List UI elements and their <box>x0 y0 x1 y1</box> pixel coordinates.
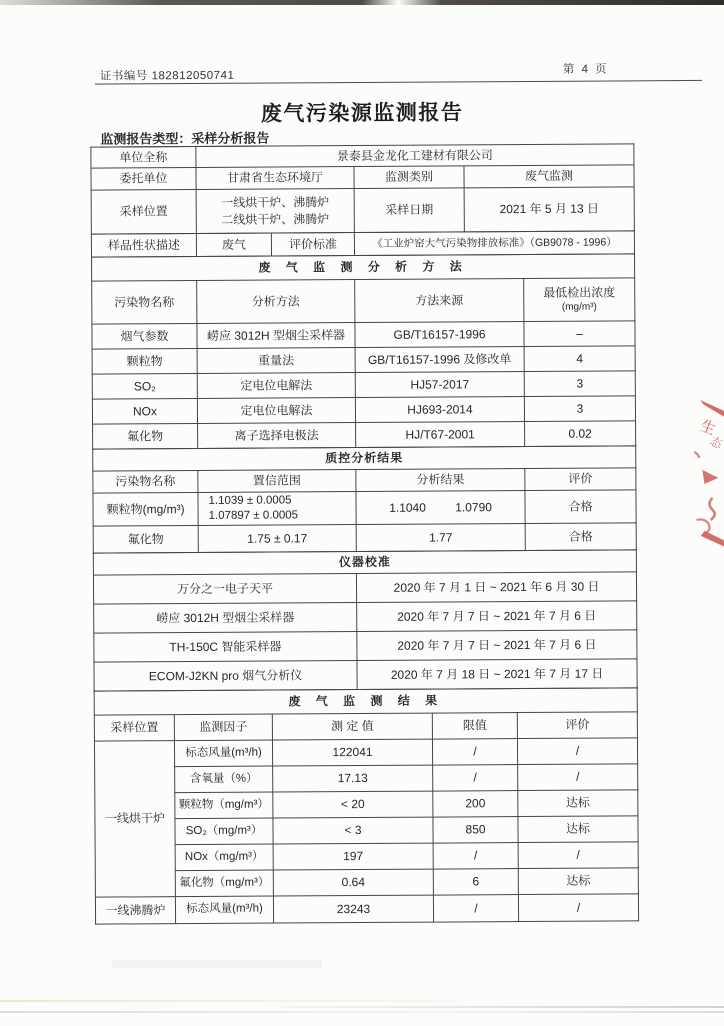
standard-label: 评价标准 <box>271 233 354 257</box>
results-value: < 3 <box>273 817 433 844</box>
qc-header-pollutant: 污染物名称 <box>93 470 198 493</box>
page-number: 第 4 页 <box>562 63 609 76</box>
results-value: < 20 <box>273 791 433 818</box>
methods-header-detection-limit <box>524 278 635 322</box>
qc-result-a: 1.1040 <box>389 500 426 515</box>
methods-cell: 3 <box>524 371 635 397</box>
category-value: 废气监测 <box>464 165 634 188</box>
methods-cell: 崂应 3012H 型烟尘采样器 <box>197 323 355 349</box>
qc-analysis-result <box>356 490 525 524</box>
results-eval: 达标 <box>518 868 638 895</box>
results-limit: 850 <box>433 817 518 844</box>
detection-limit-unit: (mg/m³) <box>561 301 597 314</box>
results-eval: 达标 <box>518 816 638 843</box>
results-value: 122041 <box>272 739 432 766</box>
methods-cell: 颗粒物 <box>92 349 197 375</box>
results-header-factor: 监测因子 <box>174 714 272 741</box>
calibration-instrument: TH-150C 智能采样器 <box>94 632 357 663</box>
methods-cell: 氟化物 <box>93 423 198 449</box>
methods-cell: 0.02 <box>525 421 636 447</box>
stamp-char-2: 态 <box>707 433 724 452</box>
results-factor: NOx（mg/m³） <box>175 844 273 871</box>
methods-header-method: 分析方法 <box>197 280 355 324</box>
methods-cell: GB/T16157-1996 <box>355 322 524 348</box>
results-limit: / <box>433 765 518 792</box>
results-eval: / <box>517 738 637 765</box>
qc-pollutant: 氟化物 <box>93 525 198 553</box>
methods-cell: 重量法 <box>197 348 355 374</box>
report-title: 废气污染源监测报告 <box>260 101 464 126</box>
calibration-instrument: ECOM-J2KN pro 烟气分析仪 <box>94 661 357 692</box>
detection-limit-title: 最低检出浓度 <box>543 285 616 301</box>
qc-evaluation: 合格 <box>525 490 636 524</box>
calibration-period: 2020 年 7 月 7 日 ~ 2021 年 7 月 6 日 <box>357 630 637 661</box>
methods-cell: 4 <box>524 346 635 372</box>
results-location-group2: 一线沸腾炉 <box>95 897 175 924</box>
sample-desc-label: 样品性状描述 <box>91 234 196 258</box>
methods-cell: GB/T16157-1996 及修改单 <box>355 347 524 373</box>
sample-desc-value: 废气 <box>196 233 271 256</box>
sampling-location-value <box>196 189 354 234</box>
unit-name-value: 景泰县金龙化工建材有限公司 <box>196 144 634 168</box>
qc-confidence-range: 1.75 ± 0.17 <box>198 525 356 553</box>
sampling-location-label: 采样位置 <box>91 190 196 235</box>
qc-range-line1: 1.1039 ± 0.0005 <box>208 494 292 507</box>
methods-header-source: 方法来源 <box>355 279 524 323</box>
location-line-1: 一线烘干炉、沸腾炉 <box>221 195 330 211</box>
results-factor: 含氧量（%） <box>175 766 273 793</box>
analysis-methods-table <box>91 253 636 449</box>
methods-cell: 烟气参数 <box>92 324 197 350</box>
methods-cell: – <box>524 321 635 347</box>
results-factor: 颗粒物（mg/m³） <box>175 792 273 819</box>
calibration-period: 2020 年 7 月 1 日 ~ 2021 年 6 月 30 日 <box>356 572 636 603</box>
methods-cell: HJ693-2014 <box>355 397 524 423</box>
results-eval: / <box>518 764 638 791</box>
results-limit: 200 <box>433 791 518 818</box>
results-value: 23243 <box>273 895 433 923</box>
qc-header-eval: 评价 <box>525 468 636 491</box>
sampling-date-value: 2021 年 5 月 13 日 <box>464 187 634 232</box>
qc-result-b: 1.0790 <box>455 500 492 515</box>
calibration-table <box>93 549 638 691</box>
monitoring-results-table <box>94 687 639 924</box>
results-limit: / <box>433 895 518 923</box>
methods-cell: HJ57-2017 <box>355 372 524 398</box>
results-factor: 标态风量(m³/h) <box>175 896 273 924</box>
qc-pollutant: 颗粒物(mg/m³) <box>93 492 198 526</box>
results-limit: 6 <box>433 869 518 896</box>
calibration-section-title: 仪器校准 <box>93 550 636 575</box>
calibration-instrument: 崂应 3012H 型烟尘采样器 <box>94 603 357 634</box>
results-value: 17.13 <box>273 765 433 792</box>
methods-cell: SO₂ <box>92 373 197 399</box>
qc-header-range: 置信范围 <box>198 470 356 493</box>
results-factor: SO₂（mg/m³） <box>175 818 273 845</box>
results-limit: / <box>432 739 517 766</box>
qc-evaluation: 合格 <box>525 523 636 551</box>
results-eval: / <box>518 894 638 922</box>
methods-cell: 离子选择电极法 <box>198 423 356 449</box>
results-value: 0.64 <box>273 869 433 896</box>
methods-cell: HJ/T67-2001 <box>356 422 525 448</box>
qc-header-result: 分析结果 <box>356 469 525 492</box>
calibration-period: 2020 年 7 月 7 日 ~ 2021 年 7 月 6 日 <box>357 601 637 632</box>
results-header-eval: 评价 <box>517 712 637 739</box>
qc-results-table <box>92 445 637 553</box>
methods-cell: 定电位电解法 <box>197 373 355 399</box>
results-limit: / <box>433 843 518 870</box>
calibration-instrument: 万分之一电子天平 <box>93 574 356 605</box>
methods-section-title: 废 气 监 测 分 析 方 法 <box>92 254 635 281</box>
client-label: 委托单位 <box>91 168 196 191</box>
methods-cell: 定电位电解法 <box>197 398 355 424</box>
results-value: 197 <box>273 843 433 870</box>
sampling-date-label: 采样日期 <box>354 188 464 233</box>
results-header-limit: 限值 <box>432 713 517 740</box>
info-table <box>90 143 635 234</box>
results-eval: / <box>518 842 638 869</box>
report-tables <box>90 144 638 924</box>
results-location-group1: 一线烘干炉 <box>94 741 175 897</box>
results-section-title: 废 气 监 测 结 果 <box>94 688 637 715</box>
methods-cell: NOx <box>92 398 197 424</box>
methods-cell: 3 <box>524 396 635 422</box>
qc-range-line2: 1.07897 ± 0.0005 <box>208 509 299 522</box>
location-line-2: 二线烘干炉、沸腾炉 <box>221 211 330 227</box>
qc-confidence-range <box>198 492 356 526</box>
qc-analysis-result: 1.77 <box>356 523 525 551</box>
results-factor: 氟化物（mg/m³） <box>175 870 273 897</box>
methods-header-pollutant: 污染物名称 <box>92 281 197 325</box>
standard-value: 《工业炉窑大气污染物排放标准》（GB9078 - 1996） <box>354 231 634 256</box>
client-value: 甘肃省生态环境厅 <box>196 167 354 190</box>
results-eval: 达标 <box>518 790 638 817</box>
results-header-location: 采样位置 <box>94 715 174 741</box>
calibration-period: 2020 年 7 月 18 日 ~ 2021 年 7 月 17 日 <box>357 659 637 690</box>
qc-section-title: 质控分析结果 <box>93 446 636 471</box>
results-factor: 标态风量(m³/h) <box>174 740 272 767</box>
unit-name-label: 单位全称 <box>91 147 196 169</box>
certificate-number: 证书编号 182812050741 <box>99 69 235 83</box>
category-label: 监测类别 <box>354 166 464 189</box>
stamp-char-1: 生 <box>697 417 718 439</box>
results-header-value: 测 定 值 <box>272 713 432 740</box>
report-type-line: 监测报告类型：采样分析报告 <box>100 130 270 147</box>
red-seal-stamp-fragment-icon <box>688 398 724 550</box>
